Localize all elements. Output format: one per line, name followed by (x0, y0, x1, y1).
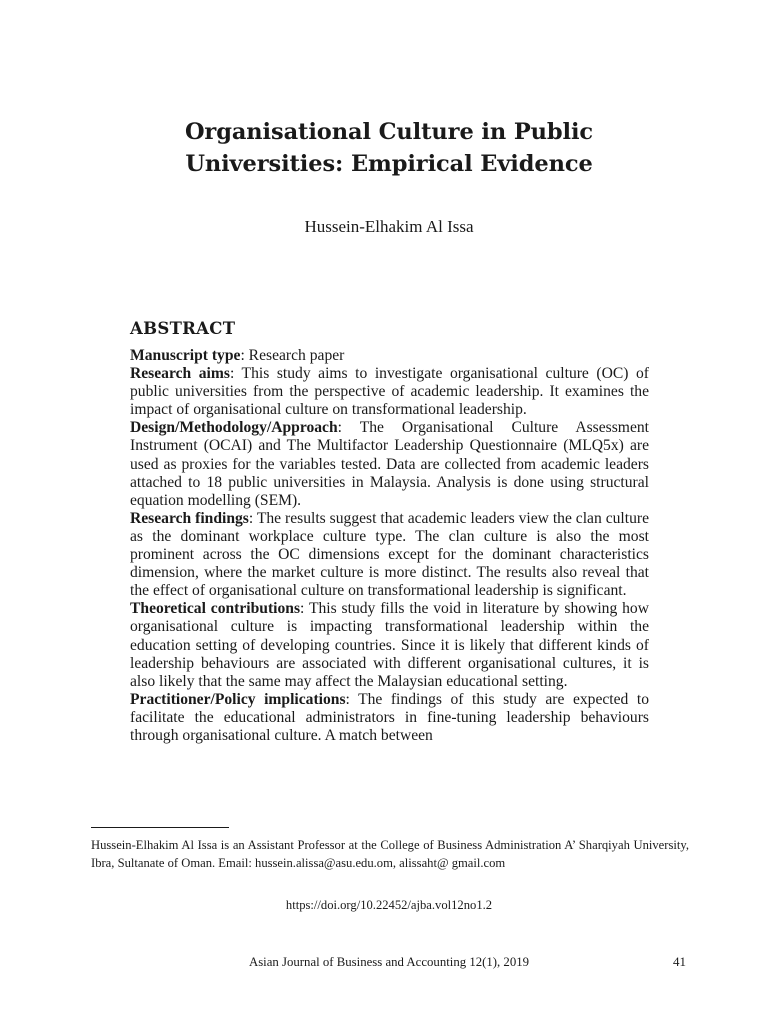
doi-link[interactable]: https://doi.org/10.22452/ajba.vol12no1.2 (285, 898, 493, 912)
abstract-section-label: Theoretical contributions (130, 600, 301, 618)
abstract-implications (130, 691, 649, 745)
page-number: 41 (673, 954, 686, 969)
abstract-section-text: : Research paper (240, 347, 345, 364)
abstract-manuscript-type (130, 347, 649, 365)
footnote-text: Hussein-Elhakim Al Issa is an Assistant Professor at the College of Business Administration A’ Sharqiyah University, Ibra, Sultanate of Oman. Email: hussein.alissa@asu.edu.om, alissaht@ gmail.com (91, 838, 689, 870)
paper-title-line-1: Organisational Culture in Public (184, 119, 594, 145)
abstract-contributions (130, 600, 649, 690)
footnote-divider (91, 827, 229, 828)
abstract-section-text: : The results suggest that academic leaders view the clan culture as the dominant workplace culture type. The clan culture is also the most prominent across the OC dimensions except for the dominant characteristics dimension, where the market culture is more distinct. The results also reveal that the effect of organisational culture on transformational leadership is significant. (130, 509, 649, 600)
abstract-section-label: Design/Methodology/Approach (130, 419, 338, 437)
abstract-design (130, 419, 649, 509)
journal-citation: Asian Journal of Business and Accounting 12(1), 2019 (248, 955, 530, 969)
abstract-section-text: : This study aims to investigate organisational culture (OC) of public universities from the perspective of academic leadership. It examines the impact of organisational culture on transformational leadership. (130, 365, 649, 419)
abstract-section-text: : The Organisational Culture Assessment Instrument (OCAI) and The Multifactor Leadership Questionnaire (MLQ5x) are used as proxies for the variables tested. Data are collected from academic leaders attached to 18 public universities in Malaysia. Analysis is done using structural equation modelling (SEM). (130, 419, 649, 509)
abstract-section-text: : The findings of this study are expected to facilitate the educational administrators in fine-tuning leadership behaviours through organisational culture. A match between (130, 690, 649, 744)
author-name: Hussein-Elhakim Al Issa (304, 217, 474, 236)
abstract-section-label: Research aims (130, 365, 230, 383)
abstract-findings (130, 510, 649, 600)
paper-title-line-2: Universities: Empirical Evidence (185, 151, 593, 177)
abstract-heading: ABSTRACT (130, 319, 236, 338)
abstract-section-label: Manuscript type (130, 347, 241, 364)
abstract-section-label: Research findings (130, 509, 249, 527)
abstract-body (130, 347, 649, 745)
author-footnote (91, 836, 689, 872)
abstract-section-label: Practitioner/Policy implications (130, 690, 346, 708)
paper-title (0, 116, 768, 180)
abstract-research-aims (130, 365, 649, 419)
abstract-section-text: : This study fills the void in literature by showing how organisational culture is impacting transformational leadership within the education setting of developing countries. Since it is likely that different kinds of leadership behaviours are associated with different organisational cultures, it is also likely that the same may affect the Malaysian educational setting. (130, 600, 649, 690)
